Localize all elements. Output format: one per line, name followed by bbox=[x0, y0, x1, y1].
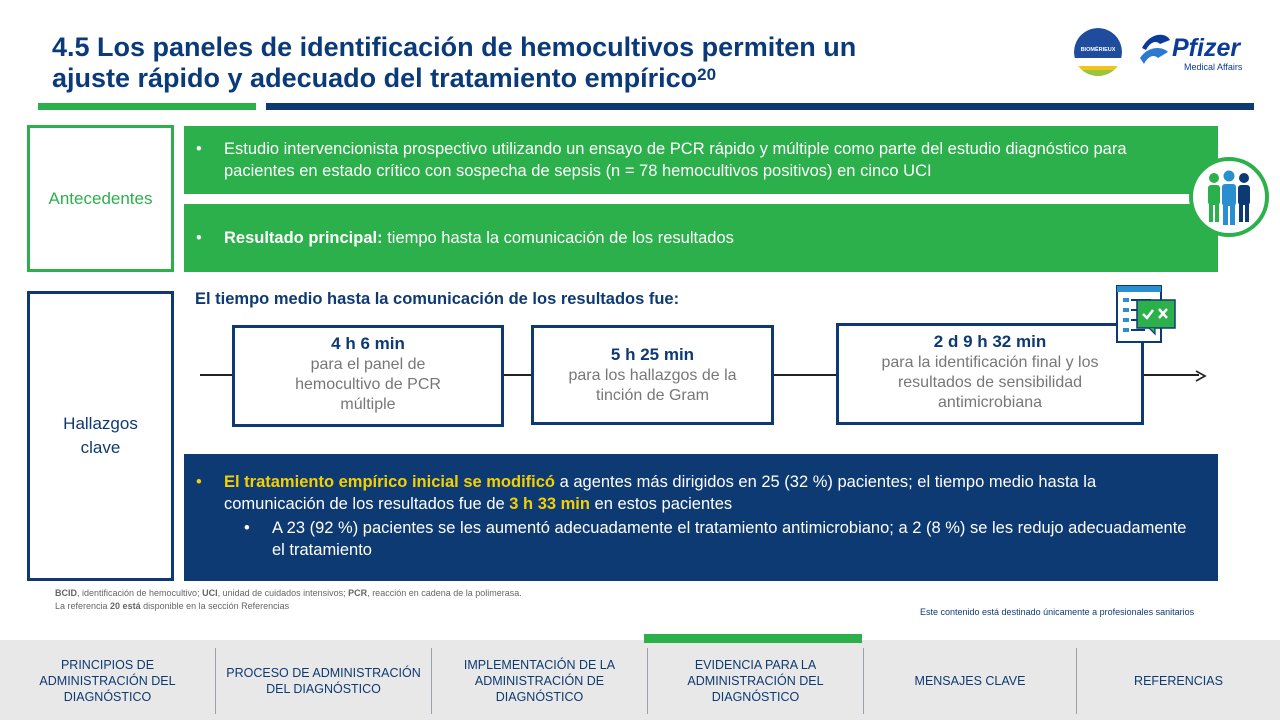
timeline-value: 2 d 9 h 32 min bbox=[933, 332, 1047, 351]
nav-item-label: REFERENCIAS bbox=[1134, 674, 1223, 688]
hallazgos-label-line1: Hallazgos bbox=[63, 414, 138, 433]
timeline-line bbox=[1143, 374, 1199, 376]
timeline-box-pcr bbox=[232, 325, 504, 427]
abbr-uci-def: , unidad de cuidados intensivos; bbox=[217, 588, 349, 598]
nav-item-proceso[interactable] bbox=[216, 648, 431, 714]
outcome-label: Resultado principal: bbox=[224, 229, 383, 247]
abbreviations-footnote bbox=[55, 588, 522, 598]
timeline-box-final bbox=[836, 323, 1144, 425]
timeline-value: 5 h 25 min bbox=[610, 345, 695, 364]
page-title bbox=[52, 32, 1052, 94]
biomerieux-logo-text: BIOMÉRIEUX bbox=[1080, 47, 1116, 53]
title-rule-green bbox=[38, 103, 256, 110]
nav-item-implementacion[interactable] bbox=[432, 648, 647, 714]
biomerieux-logo bbox=[1074, 28, 1122, 76]
nav-item-evidencia[interactable] bbox=[648, 648, 863, 714]
nav-item-label: MENSAJES CLAVE bbox=[914, 674, 1026, 688]
timeline-line bbox=[200, 374, 232, 376]
nav-item-label: PROCESO DE ADMINISTRACIÓN DEL DIAGNÓSTICO bbox=[226, 666, 421, 696]
sub-bullet-text: A 23 (92 %) pacientes se les aumentó adecuadamente el tratamiento antimicrobiano; a 2 (8 %) se les redujo adecuadamente el tratamiento bbox=[272, 519, 1187, 559]
nav-item-principios[interactable] bbox=[0, 648, 215, 714]
highlight-time: 3 h 33 min bbox=[509, 495, 590, 513]
timeline-desc: para la identificación final y los bbox=[881, 354, 1099, 371]
key-result-box bbox=[184, 454, 1218, 581]
timeline-desc: resultados de sensibilidad bbox=[897, 374, 1083, 391]
reference-number: 20 está bbox=[110, 601, 141, 611]
abbr-pcr-def: , reacción en cadena de la polimerasa. bbox=[367, 588, 522, 598]
timeline-desc: múltiple bbox=[340, 396, 396, 413]
title-line-2: ajuste rápido y adecuado del tratamiento empírico bbox=[52, 63, 698, 93]
bullet-dot: • bbox=[196, 140, 202, 158]
title-line-1: 4.5 Los paneles de identificación de hemocultivos permiten un bbox=[52, 32, 857, 62]
nav-item-label: PRINCIPIOS DE ADMINISTRACIÓN DEL DIAGNÓSTICO bbox=[39, 658, 176, 704]
nav-item-mensajes[interactable] bbox=[864, 648, 1076, 714]
reference-text-2: disponible en la sección Referencias bbox=[140, 601, 290, 611]
title-rule-blue bbox=[266, 103, 1254, 110]
title-reference: 20 bbox=[697, 65, 717, 84]
timeline-desc: para los hallazgos de la bbox=[568, 367, 737, 384]
nav-item-label: IMPLEMENTACIÓN DE LA ADMINISTRACIÓN DE DIAGNÓSTICO bbox=[463, 658, 616, 704]
bullet-dot: • bbox=[196, 473, 202, 491]
result-text-1: a agentes más dirigidos en 25 (32 %) pacientes; el tiempo medio hasta la comunicación de los resultados fue de bbox=[224, 473, 1097, 513]
reference-text-1: La referencia bbox=[55, 601, 111, 611]
timeline-box-gram bbox=[531, 325, 774, 425]
abbr-bcid: BCID bbox=[55, 588, 77, 598]
result-text-2: en estos pacientes bbox=[589, 495, 733, 513]
hallazgos-label bbox=[27, 291, 174, 581]
bullet-dot: • bbox=[196, 229, 202, 247]
abbr-bcid-def: , identificación de hemocultivo; bbox=[77, 588, 203, 598]
antecedentes-study-bar bbox=[184, 126, 1218, 194]
timeline-line bbox=[773, 374, 837, 376]
findings-heading: El tiempo medio hasta la comunicación de los resultados fue: bbox=[195, 290, 680, 308]
nav-item-referencias[interactable] bbox=[1077, 648, 1280, 714]
hallazgos-label-line2: clave bbox=[80, 438, 121, 457]
timeline-desc: tinción de Gram bbox=[596, 387, 709, 404]
outcome-text: tiempo hasta la comunicación de los resultados bbox=[382, 229, 734, 247]
timeline-value: 4 h 6 min bbox=[331, 334, 405, 353]
antecedentes-label-text: Antecedentes bbox=[48, 188, 153, 208]
lab-report-check-icon bbox=[1115, 284, 1177, 346]
timeline-desc: para el panel de bbox=[310, 356, 426, 373]
timeline-desc: hemocultivo de PCR bbox=[295, 376, 441, 393]
reference-footnote bbox=[55, 601, 289, 611]
antecedentes-label bbox=[27, 125, 174, 272]
timeline-line bbox=[503, 374, 531, 376]
timeline-desc: antimicrobiana bbox=[937, 394, 1043, 411]
nav-active-indicator bbox=[644, 634, 862, 643]
highlight-modified: El tratamiento empírico inicial se modificó bbox=[224, 473, 555, 491]
nav-item-label: EVIDENCIA PARA LA ADMINISTRACIÓN DEL DIAGNÓSTICO bbox=[687, 658, 824, 704]
antecedentes-outcome-bar bbox=[184, 204, 1218, 272]
professional-disclaimer: Este contenido está destinado únicamente a profesionales sanitarios bbox=[920, 607, 1195, 617]
study-description: Estudio intervencionista prospectivo utilizando un ensayo de PCR rápido y múltiple como parte del estudio diagnóstico para pacientes en estado crítico con sospecha de sepsis (n = 78 hemocultivos positivos) en cinco UCI bbox=[224, 140, 1127, 180]
sub-bullet-dot: • bbox=[244, 519, 250, 537]
people-group-icon bbox=[1188, 156, 1270, 238]
pfizer-wordmark: Pfizer bbox=[1172, 34, 1241, 62]
pfizer-subtitle: Medical Affairs bbox=[1184, 62, 1243, 72]
abbr-pcr: PCR bbox=[348, 588, 368, 598]
abbr-uci: UCI bbox=[202, 588, 218, 598]
